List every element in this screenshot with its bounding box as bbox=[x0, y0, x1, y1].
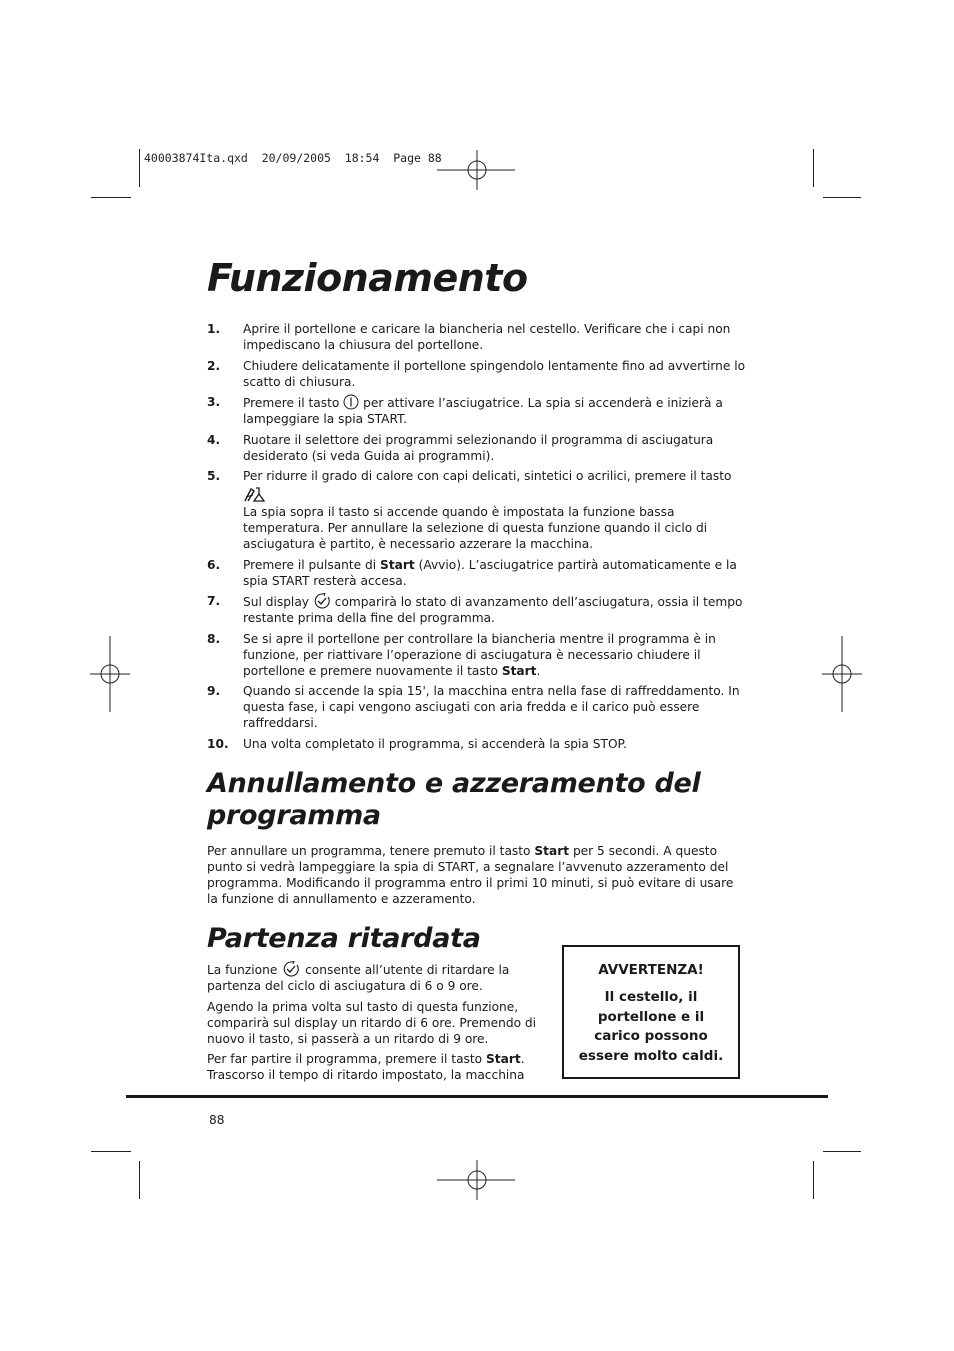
crop-mark bbox=[813, 1161, 814, 1199]
footer-rule bbox=[126, 1095, 828, 1098]
crop-mark bbox=[139, 1161, 140, 1199]
crop-mark bbox=[139, 149, 140, 187]
delay-paragraph bbox=[207, 961, 537, 994]
registration-mark-icon bbox=[437, 1160, 517, 1200]
list-item bbox=[207, 394, 747, 427]
paragraph-text: Per far partire il programma, premere il tasto bbox=[207, 1052, 483, 1066]
crop-mark bbox=[813, 149, 814, 187]
step-text-part: (Avvio). L’asciugatrice partirà automaticamente e la spia START resterà accesa. bbox=[243, 557, 737, 588]
step-number: 1. bbox=[207, 322, 221, 336]
step-number: 5. bbox=[207, 469, 221, 483]
step-number: 7. bbox=[207, 594, 221, 608]
warning-text: Il cestello, il portellone e il carico possono essere molto caldi. bbox=[578, 989, 724, 1064]
paragraph-text: . Trascorso il tempo di ritardo impostato, la macchina bbox=[207, 1052, 525, 1082]
file-slug: 40003874Ita.qxd 20/09/2005 18:54 Page 88 bbox=[144, 151, 442, 165]
paragraph-text: La funzione bbox=[207, 963, 278, 977]
list-item bbox=[207, 468, 747, 552]
step-text-part: Sul display bbox=[243, 595, 309, 609]
instruction-list bbox=[207, 321, 747, 756]
step-text-part: comparirà lo stato di avanzamento dell’asciugatura, ossia il tempo restante prima della fine del programma. bbox=[243, 595, 743, 625]
warning-title: AVVERTENZA! bbox=[598, 962, 704, 978]
list-item bbox=[207, 432, 747, 464]
crop-mark bbox=[823, 1151, 861, 1152]
list-item bbox=[207, 683, 747, 731]
list-item bbox=[207, 358, 747, 390]
step-text: Ruotare il selettore dei programmi selezionando il programma di asciugatura desiderato (si veda Guida ai programmi). bbox=[243, 432, 714, 463]
paragraph-bold-text: Start bbox=[534, 844, 570, 858]
page-number: 88 bbox=[209, 1113, 225, 1127]
step-text bbox=[243, 468, 747, 552]
low-temperature-icon bbox=[243, 485, 271, 503]
progress-clock-icon bbox=[281, 961, 301, 977]
step-number: 6. bbox=[207, 557, 221, 572]
paragraph-bold-text: Start bbox=[486, 1052, 521, 1066]
delay-paragraph: Agendo la prima volta sul tasto di questa funzione, comparirà sul display un ritardo di 6 ore. Premendo di nuovo il tasto, si passerà a un ritardo di 9 ore. bbox=[207, 1000, 537, 1046]
power-button-icon bbox=[343, 394, 359, 410]
step-text-part: Se si apre il portellone per controllare la biancheria mentre il programma è in funzione, per riattivare l’operazione di asciugatura è necessario chiudere il portellone e premere nuovamente il tasto bbox=[243, 631, 716, 678]
registration-mark-icon bbox=[822, 636, 862, 712]
warning-box bbox=[562, 945, 740, 1079]
crop-mark bbox=[91, 1151, 131, 1152]
list-item bbox=[207, 321, 747, 353]
paragraph-text: consente all’utente di ritardare la partenza del ciclo di asciugatura di 6 o 9 ore. bbox=[207, 963, 510, 993]
crop-mark bbox=[91, 197, 131, 198]
step-text: Quando si accende la spia 15', la macchina entra nella fase di raffreddamento. In questa fase, i capi vengono asciugati con aria fredda e il carico può essere raffreddarsi. bbox=[243, 684, 740, 730]
section-title-delay: Partenza ritardata bbox=[207, 923, 481, 954]
step-text-part: Per ridurre il grado di calore con capi delicati, sintetici o acrilici, premere il tasto bbox=[243, 469, 732, 483]
list-item bbox=[207, 631, 747, 679]
step-number: 9. bbox=[207, 684, 221, 698]
step-text: Aprire il portellone e caricare la biancheria nel cestello. Verificare che i capi non impediscano la chiusura del portellone. bbox=[243, 322, 731, 352]
paragraph-text: per 5 secondi. A questo punto si vedrà lampeggiare la spia di START, a segnalare l’avvenuto azzeramento del programma. Modificando il programma entro il primi 10 minuti, si può evitare di usare la funzione di annullamento e azzeramento. bbox=[207, 844, 734, 906]
step-text-part: Premere il tasto bbox=[243, 396, 340, 410]
crop-mark bbox=[823, 197, 861, 198]
step-number: 3. bbox=[207, 395, 221, 409]
page-title: Funzionamento bbox=[207, 256, 528, 300]
list-item bbox=[207, 557, 747, 589]
delay-paragraph bbox=[207, 1051, 537, 1083]
step-bold-text: Start bbox=[380, 557, 415, 572]
step-number: 4. bbox=[207, 432, 221, 447]
cancel-paragraph bbox=[207, 843, 742, 907]
step-text bbox=[243, 631, 747, 679]
step-text-part: La spia sopra il tasto si accende quando è impostata la funzione bassa temperatura. Per annullare la selezione di questa funzione quando il ciclo di asciugatura è partito, è necessario azzerare la macchina. bbox=[243, 505, 708, 551]
list-item bbox=[207, 593, 747, 626]
step-number: 2. bbox=[207, 358, 221, 373]
step-text bbox=[243, 394, 747, 427]
step-bold-text: Start bbox=[501, 663, 537, 678]
registration-mark-icon bbox=[90, 636, 130, 712]
step-number: 10. bbox=[207, 736, 229, 751]
step-text bbox=[243, 593, 747, 626]
step-number: 8. bbox=[207, 631, 221, 646]
step-text-part: Premere il pulsante di bbox=[243, 557, 377, 572]
step-text bbox=[243, 557, 747, 589]
list-item bbox=[207, 736, 747, 752]
step-text-part: . bbox=[536, 663, 541, 678]
progress-clock-icon bbox=[313, 593, 331, 609]
step-text: Chiudere delicatamente il portellone spingendolo lentamente fino ad avvertirne lo scatto di chiusura. bbox=[243, 358, 746, 389]
section-title-cancel: Annullamento e azzeramento del programma bbox=[207, 768, 701, 831]
step-text: Una volta completato il programma, si accenderà la spia STOP. bbox=[243, 736, 627, 751]
registration-mark-icon bbox=[437, 150, 517, 190]
step-text-part: per attivare l’asciugatrice. La spia si accenderà e inizierà a lampeggiare la spia START. bbox=[243, 396, 723, 426]
paragraph-text: Per annullare un programma, tenere premuto il tasto bbox=[207, 844, 531, 858]
